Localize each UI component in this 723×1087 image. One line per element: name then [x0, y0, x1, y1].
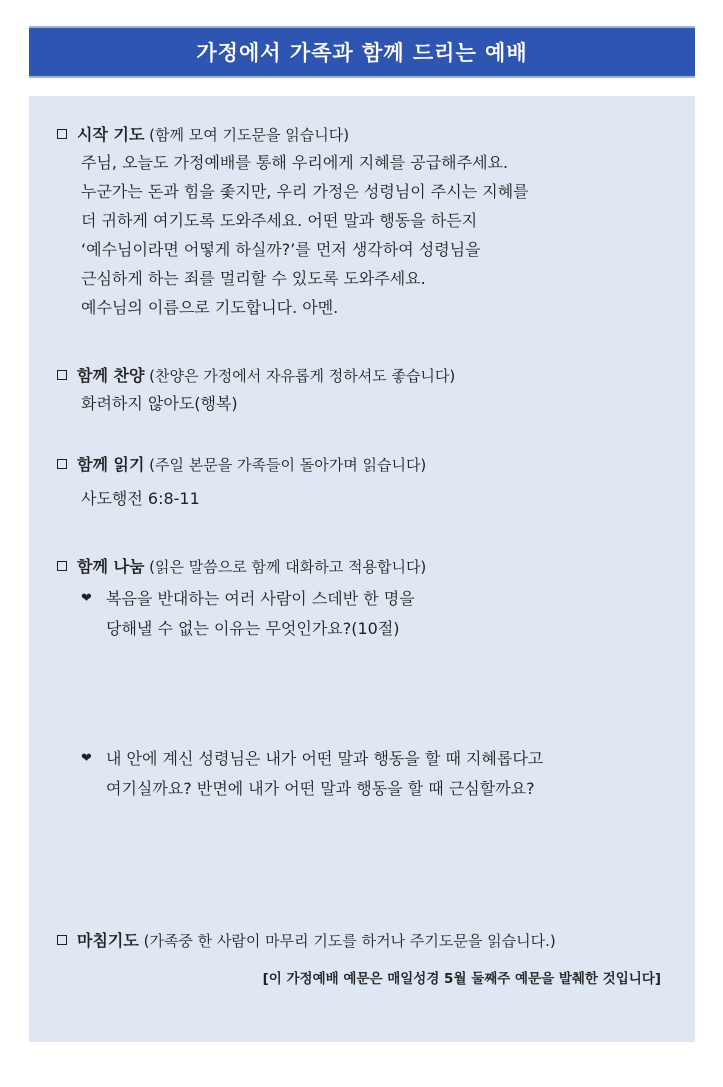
checkbox-square-icon: [57, 459, 67, 469]
section-opening-prayer: [57, 124, 677, 322]
prayer-text: [81, 148, 677, 322]
section-heading: [57, 454, 677, 476]
section-label: 함께 찬양: [77, 366, 145, 385]
prayer-line: ‘예수님이라면 어떻게 하실까?’를 먼저 생각하여 성령님을: [81, 240, 481, 259]
scripture-text: 사도행전 6:8-11: [81, 489, 200, 508]
section-reading: [57, 454, 677, 513]
section-heading: [57, 124, 677, 146]
worship-guide-panel: [29, 96, 695, 1042]
section-heading: [57, 930, 677, 952]
praise-song: [81, 389, 677, 418]
section-label: 마침기도: [77, 931, 139, 950]
section-label: 시작 기도: [77, 125, 145, 144]
discussion-question: [81, 584, 677, 644]
section-closing-prayer: [57, 930, 677, 952]
prayer-line: 근심하게 하는 죄를 멀리할 수 있도록 도와주세요.: [81, 269, 426, 288]
section-praise: [57, 365, 677, 418]
prayer-line: 더 귀하게 여기도록 도와주세요. 어떤 말과 행동을 하든지: [81, 211, 478, 230]
prayer-line: 누군가는 돈과 힘을 좇지만, 우리 가정은 성령님이 주시는 지혜를: [81, 182, 529, 201]
checkbox-square-icon: [57, 935, 67, 945]
question-line: 복음을 반대하는 여러 사람이 스데반 한 명을: [106, 589, 415, 608]
checkbox-square-icon: [57, 129, 67, 139]
section-label: 함께 나눔: [77, 557, 145, 576]
section-label: 함께 읽기: [77, 455, 145, 474]
title-banner: [29, 26, 695, 78]
prayer-line: 주님, 오늘도 가정예배를 통해 우리에게 지혜를 공급해주세요.: [81, 153, 509, 172]
heart-icon: ❤: [81, 591, 92, 606]
song-title: 화려하지 않아도(행복): [81, 394, 238, 413]
section-heading: [57, 365, 677, 387]
prayer-line: 예수님의 이름으로 기도합니다. 아멘.: [81, 298, 339, 317]
heart-icon: ❤: [81, 751, 92, 766]
discussion-question: [81, 744, 677, 804]
section-note: (읽은 말씀으로 함께 대화하고 적용합니다): [144, 558, 427, 576]
checkbox-square-icon: [57, 561, 67, 571]
section-note: (찬양은 가정에서 자유롭게 정하셔도 좋습니다): [144, 367, 456, 385]
checkbox-square-icon: [57, 370, 67, 380]
section-note: (가족중 한 사람이 마무리 기도를 하거나 주기도문을 읽습니다.): [138, 932, 556, 950]
section-heading: [57, 556, 677, 578]
section-sharing: [57, 556, 677, 804]
section-note: (주일 본문을 가족들이 돌아가며 읽습니다): [144, 456, 427, 474]
section-note: (함께 모여 기도문을 읽습니다): [144, 126, 350, 144]
question-line: 내 안에 계신 성령님은 내가 어떤 말과 행동을 할 때 지혜롭다고: [106, 749, 544, 768]
question-line: 당해낼 수 없는 이유는 무엇인가요?(10절): [106, 619, 400, 638]
source-footnote: [이 가정예배 예문은 매일성경 5월 둘째주 예문을 발췌한 것입니다]: [262, 971, 661, 987]
page-title: 가정에서 가족과 함께 드리는 예배: [196, 41, 528, 65]
scripture-reference: [81, 484, 677, 513]
question-line: 여기실까요? 반면에 내가 어떤 말과 행동을 할 때 근심할까요?: [106, 779, 535, 798]
